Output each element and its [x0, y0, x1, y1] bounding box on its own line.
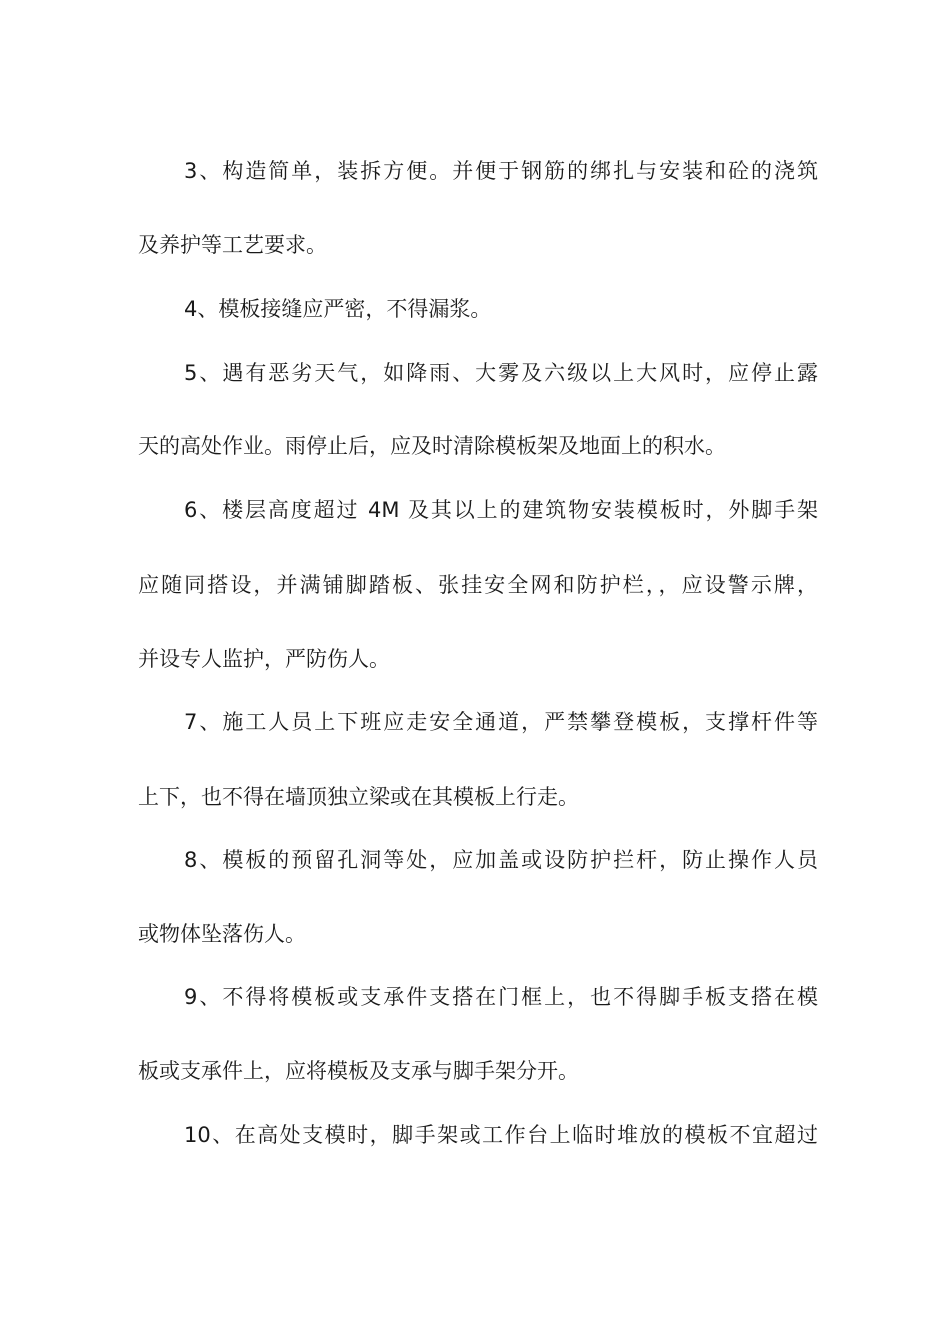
paragraph-3-line-1: 3、构造简单，装拆方便。并便于钢筋的绑扎与安装和砼的浇筑: [184, 159, 818, 183]
paragraph-9-line-2: 板或支承件上，应将模板及支承与脚手架分开。: [138, 1059, 579, 1083]
paragraph-8-line-1: 8、模板的预留孔洞等处，应加盖或设防护拦杆，防止操作人员: [184, 848, 818, 872]
paragraph-7-line-2: 上下，也不得在墙顶独立梁或在其模板上行走。: [138, 785, 579, 809]
paragraph-6-line-3: 并设专人监护，严防伤人。: [138, 647, 390, 671]
paragraph-3-line-2: 及养护等工艺要求。: [138, 233, 327, 257]
paragraph-9-line-1: 9、不得将模板或支承件支搭在门框上，也不得脚手板支搭在模: [184, 985, 818, 1009]
paragraph-8-line-2: 或物体坠落伤人。: [138, 922, 306, 946]
paragraph-6-line-1: 6、楼层高度超过 4M 及其以上的建筑物安装模板时，外脚手架: [184, 498, 818, 522]
paragraph-6-line-2: 应随同搭设，并满铺脚踏板、张挂安全网和防护栏，，应设警示牌，: [138, 573, 818, 597]
paragraph-4-line-1: 4、模板接缝应严密，不得漏浆。: [184, 297, 492, 321]
paragraph-5-line-1: 5、遇有恶劣天气，如降雨、大雾及六级以上大风时，应停止露: [184, 361, 818, 385]
paragraph-5-line-2: 天的高处作业。雨停止后，应及时清除模板架及地面上的积水。: [138, 434, 726, 458]
paragraph-7-line-1: 7、施工人员上下班应走安全通道，严禁攀登模板，支撑杆件等: [184, 710, 818, 734]
paragraph-10-line-1: 10、在高处支模时，脚手架或工作台上临时堆放的模板不宜超过: [184, 1123, 818, 1147]
